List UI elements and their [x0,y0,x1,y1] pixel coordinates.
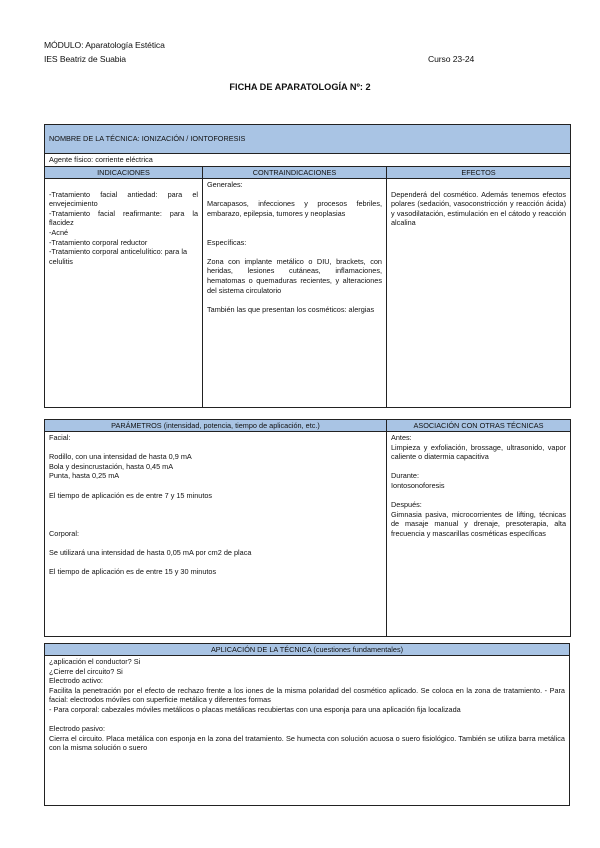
effects-text: Dependerá del cosmético. Además tenemos efectos polares (sedación, vasoconstricción y reacción ácida) y vasodilatación, estimulación en el cátodo y reacción alcalina [391,189,567,228]
indications-header: INDICACIONES [45,167,203,179]
indication-item: -Tratamiento facial reafirmante: para la flacidez [49,208,198,228]
conductor-question: ¿aplicación el conductor? Si [49,657,141,666]
facial-title: Facial: [49,433,71,442]
course-label: Curso 23-24 [428,54,475,64]
during-title: Durante: [391,471,419,481]
indication-item: -Tratamiento corporal anticelulítico: para la celulitis [49,247,188,266]
contraindications-cell [203,179,387,408]
facial-time: El tiempo de aplicación es de entre 7 y 15 minutos [49,490,213,500]
indication-item: -Tratamiento corporal reductor [49,237,148,247]
technique-name: NOMBRE DE LA TÉCNICA: IONIZACIÓN / IONTOFORESIS [45,125,571,154]
passive-electrode-title: Electrodo pasivo: [49,724,105,734]
tip-param: Punta, hasta 0,25 mA [49,471,120,481]
active-electrode-text: Facilita la penetración por el efecto de rechazo frente a los iones de la misma polaridad del cosmético aplicado. Se coloca en la zona de tratamiento. - Para facial: electrodos móviles con superficie metálica y diferentes formas [49,685,565,705]
before-text: Limpieza y exfoliación, brossage, ultrasonido, vapor caliente o diatermia capacitiva [391,442,566,462]
after-title: Después: [391,500,422,510]
specific-title: Específicas: [207,237,247,247]
sheet-title: FICHA DE APARATOLOGÍA Nº: 2 [229,82,371,92]
application-cell [45,656,570,806]
application-header: APLICACIÓN DE LA TÉCNICA (cuestiones fundamentales) [45,644,570,656]
indication-item: -Acné [49,227,69,237]
also-text: También las que presentan los cosméticos: alergias [207,304,375,314]
before-title: Antes: [391,433,412,442]
effects-cell [387,179,571,408]
body-title: Corporal: [49,528,80,538]
body-electrode-text: - Para corporal: cabezales móviles metálicos o placas metálicas recubiertas con una esponja para una aplicación fija localizada [49,704,461,714]
ball-param: Bola y desincrustación, hasta 0,45 mA [49,461,174,471]
indications-cell [45,179,203,408]
application-table [44,643,570,806]
general-title: Generales: [207,180,243,189]
passive-electrode-text: Cierra el circuito. Placa metálica con esponja en la zona del tratamiento. Se humecta con solución acuosa o suero fisiológico. También se utiliza barra metálica con la misma solución o suero [49,733,565,753]
association-header: ASOCIACIÓN CON OTRAS TÉCNICAS [387,420,571,432]
contraindications-header: CONTRAINDICACIONES [203,167,387,179]
technique-table [44,124,571,408]
module-label: MÓDULO: Aparatología Estética [44,40,165,50]
specific-text: Zona con implante metálico o DIU, brackets, con heridas, lesiones cutáneas, inflamaciones, hematomas o quemaduras recientes, y alteraciones del sistema circulatorio [207,256,382,295]
parameters-table [44,419,571,637]
circuit-question: ¿Cierre del circuito? Si [49,666,123,676]
effects-header: EFECTOS [387,167,571,179]
general-text: Marcapasos, infecciones y procesos febriles, embarazo, epilepsia, tumores y neoplasias [207,199,382,218]
parameters-header: PARÁMETROS (intensidad, potencia, tiempo de aplicación, etc.) [45,420,387,432]
school-label: IES Beatriz de Suabia [44,54,126,64]
parameters-cell [45,432,387,637]
physical-agent: Agente físico: corriente eléctrica [45,154,571,167]
active-electrode-title: Electrodo activo: [49,676,103,686]
after-text: Gimnasia pasiva, microcorrientes de lifting, técnicas de masaje manual y drenaje, presoterapia, alta frecuencia y mascarillas cosméticas específicas [391,509,566,538]
roller-param: Rodillo, con una intensidad de hasta 0,9 mA [49,452,192,462]
indication-item: -Tratamiento facial antiedad: para el envejecimiento [49,189,198,209]
association-cell [387,432,571,637]
body-intensity: Se utilizará una intensidad de hasta 0,05 mA por cm2 de placa [49,548,252,558]
during-text: Iontosonoforesis [391,480,445,490]
body-time: El tiempo de aplicación es de entre 15 y 30 minutos [49,567,217,577]
